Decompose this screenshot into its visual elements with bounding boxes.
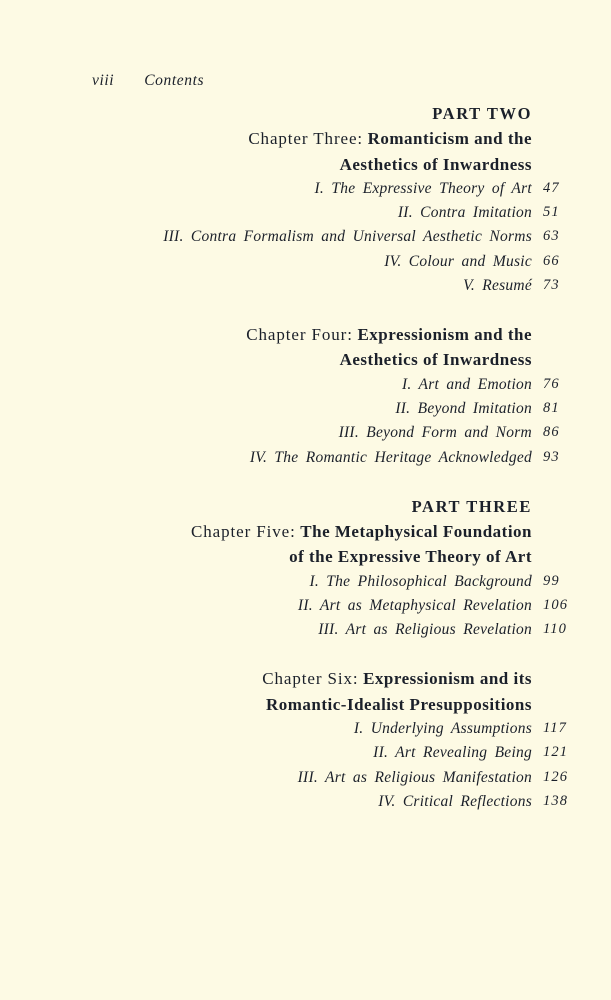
chapter-title-line-2: Aesthetics of Inwardness [339, 350, 532, 370]
chapter-heading-line-2[interactable] [0, 695, 611, 721]
chapter-title-line-1: The Metaphysical Foundation [300, 521, 532, 541]
toc-entry-label: III. Contra Formalism and Universal Aesthetic Norms [163, 228, 532, 246]
chapter-heading-line-1[interactable] [0, 522, 611, 548]
toc-entry[interactable] [0, 228, 611, 252]
toc-entry-page-number: 47 [543, 180, 560, 196]
chapter-heading-line-2[interactable] [0, 547, 611, 573]
toc-entry-page-number: 126 [543, 768, 569, 785]
toc-entry-page-number: 51 [543, 204, 560, 221]
chapter-heading-line-1-content [248, 129, 532, 149]
toc-entry[interactable] [0, 449, 611, 473]
toc-entry[interactable] [0, 621, 611, 645]
chapter-title-line-1: Expressionism and its [363, 669, 532, 689]
toc-entry-label: I. The Philosophical Background [309, 572, 532, 590]
chapter-title-line-1: Romanticism and the [367, 129, 532, 148]
chapter-lead-label: Chapter Five: [191, 521, 296, 541]
toc-entry-page-number: 138 [543, 792, 569, 809]
toc-entry[interactable] [0, 424, 611, 448]
toc-entry-page-number: 86 [543, 424, 560, 441]
page-folio: viii [92, 72, 115, 89]
toc-entry[interactable] [0, 180, 611, 204]
toc-entry[interactable] [0, 793, 611, 817]
chapter-title-line-2: of the Expressive Theory of Art [289, 547, 532, 567]
toc-entry-label: IV. Critical Reflections [378, 792, 532, 810]
toc-entry-label: I. Underlying Assumptions [353, 720, 532, 738]
chapter-heading-line-1[interactable] [0, 129, 611, 155]
chapter-heading-line-1[interactable] [0, 325, 611, 351]
toc-entry[interactable] [0, 769, 611, 793]
chapter-title-line-1: Expressionism and the [357, 324, 532, 344]
toc-group [0, 104, 611, 301]
toc-entry-label: V. Resumé [463, 276, 532, 294]
toc-entry-page-number: 73 [543, 276, 560, 293]
toc-entry-label: II. Art Revealing Being [373, 744, 532, 762]
toc-entry-page-number: 81 [543, 400, 560, 417]
part-heading-label: PART TWO [432, 104, 532, 123]
toc-entry-page-number: 93 [543, 448, 560, 465]
toc-entry[interactable] [0, 376, 611, 400]
chapter-title-line-2: Aesthetics of Inwardness [339, 154, 532, 174]
running-head-title: Contents [144, 72, 205, 89]
chapter-heading-line-1-content [262, 669, 532, 689]
table-of-contents [0, 104, 611, 817]
toc-entry[interactable] [0, 400, 611, 424]
toc-entry-label: III. Art as Religious Revelation [318, 621, 532, 639]
chapter-title-line-2: Romantic-Idealist Presuppositions [265, 694, 532, 714]
chapter-heading-line-1-content [191, 522, 532, 542]
toc-entry[interactable] [0, 204, 611, 228]
toc-entry-page-number: 121 [543, 744, 569, 761]
toc-entry[interactable] [0, 253, 611, 277]
toc-entry[interactable] [0, 573, 611, 597]
chapter-heading-line-2[interactable] [0, 350, 611, 376]
chapter-lead-label: Chapter Four: [246, 324, 353, 344]
part-heading [0, 104, 611, 129]
chapter-heading-line-1-content [246, 325, 532, 345]
toc-entry-page-number: 66 [543, 252, 560, 269]
toc-entry-page-number: 117 [543, 720, 567, 737]
toc-entry-label: I. Art and Emotion [401, 375, 532, 393]
toc-entry-page-number: 110 [543, 621, 567, 638]
toc-group [0, 325, 611, 473]
toc-entry-label: II. Beyond Imitation [395, 400, 532, 418]
toc-group [0, 497, 611, 646]
toc-entry-page-number: 76 [543, 375, 560, 392]
toc-group [0, 669, 611, 817]
toc-entry-page-number: 106 [543, 596, 569, 613]
toc-entry[interactable] [0, 744, 611, 768]
chapter-heading-line-1[interactable] [0, 669, 611, 695]
toc-entry[interactable] [0, 720, 611, 744]
toc-entry-page-number: 99 [543, 572, 560, 589]
toc-entry[interactable] [0, 597, 611, 621]
toc-entry[interactable] [0, 277, 611, 301]
running-head [92, 72, 204, 90]
chapter-lead-label: Chapter Six: [262, 669, 359, 689]
toc-entry-label: IV. The Romantic Heritage Acknowledged [249, 448, 532, 466]
part-heading [0, 497, 611, 522]
chapter-lead-label: Chapter Three: [248, 129, 364, 148]
part-heading-label: PART THREE [411, 496, 532, 516]
toc-entry-label: II. Art as Metaphysical Revelation [297, 596, 532, 614]
toc-entry-label: III. Art as Religious Manifestation [297, 768, 532, 786]
toc-entry-label: II. Contra Imitation [397, 204, 532, 222]
chapter-heading-line-2[interactable] [0, 155, 611, 181]
toc-entry-page-number: 63 [543, 228, 560, 245]
toc-entry-label: I. The Expressive Theory of Art [314, 180, 532, 197]
toc-entry-label: III. Beyond Form and Norm [338, 424, 532, 442]
toc-entry-label: IV. Colour and Music [384, 252, 532, 270]
